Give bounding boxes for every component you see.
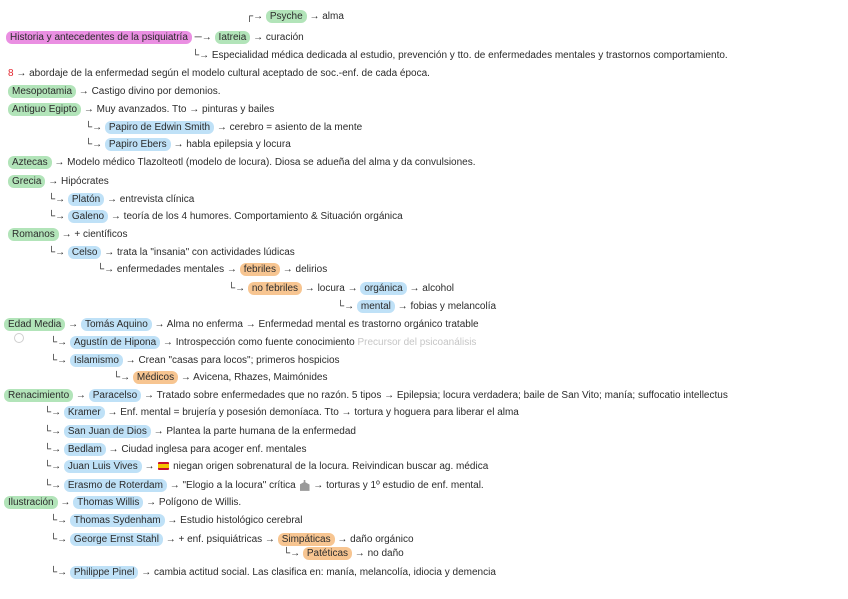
- note-line: [44, 425, 356, 439]
- note-text: └→: [50, 534, 70, 545]
- note-text: ─→: [191, 32, 215, 43]
- note-text: →: [57, 497, 74, 508]
- note-text: → Ciudad inglesa para acoger enf. mentales: [105, 444, 307, 455]
- note-text: → curación: [250, 32, 304, 43]
- note-line: [44, 406, 519, 420]
- note-line: [50, 533, 414, 547]
- note-line: [44, 479, 484, 493]
- note-text: → no daño: [352, 548, 404, 559]
- note-text: 8: [8, 68, 14, 79]
- note-line: [97, 263, 327, 277]
- highlighted-term: Juan Luis Vives: [64, 460, 142, 473]
- note-text: → Avicena, Rhazes, Maimónides: [178, 372, 328, 383]
- note-text: Precursor del psicoanálisis: [357, 337, 477, 348]
- note-line: [50, 354, 340, 368]
- highlighted-term: Paracelso: [89, 389, 141, 402]
- highlighted-term: Agustín de Hipona: [70, 336, 160, 349]
- highlighted-term: Islamismo: [70, 354, 123, 367]
- note-text: └→: [50, 337, 70, 348]
- note-text: → + científicos: [58, 229, 128, 240]
- highlighted-term: Iatreia: [215, 31, 251, 44]
- note-text: └→: [50, 567, 70, 578]
- highlighted-term: George Ernst Stahl: [70, 533, 163, 546]
- note-text: → "Elogio a la locura" crítica: [166, 480, 299, 491]
- note-text: → Plantea la parte humana de la enfermedad: [150, 426, 356, 437]
- note-text: → daño orgánico: [334, 534, 414, 545]
- note-text: └→: [228, 283, 248, 294]
- note-text: └→: [50, 515, 70, 526]
- note-text: →: [65, 319, 81, 330]
- highlighted-term: Thomas Sydenham: [70, 514, 165, 527]
- note-text: → alma: [306, 11, 344, 22]
- note-text: └→: [44, 480, 64, 491]
- note-text: └→: [44, 426, 64, 437]
- note-text: → Crean "casas para locos"; primeros hospicios: [122, 355, 340, 366]
- highlighted-term: Médicos: [133, 371, 178, 384]
- note-line: [113, 371, 327, 385]
- highlighted-term: Grecia: [8, 175, 45, 188]
- highlighted-term: Renacimiento: [4, 389, 73, 402]
- note-line: [8, 67, 430, 81]
- note-text: → fobias y melancolía: [394, 301, 497, 312]
- highlighted-term: Mesopotamia: [8, 85, 76, 98]
- note-text: → torturas y 1º estudio de enf. mental.: [310, 480, 484, 491]
- highlighted-term: Erasmo de Roterdam: [64, 479, 167, 492]
- note-text: └→: [44, 444, 64, 455]
- note-text: →: [141, 461, 158, 472]
- note-line: [48, 246, 295, 260]
- note-line: [6, 31, 304, 45]
- note-line: [8, 175, 109, 189]
- note-text: →: [73, 390, 89, 401]
- margin-circle-mark: [14, 333, 24, 343]
- note-line: [4, 318, 479, 332]
- note-line: [44, 460, 488, 474]
- note-line: [8, 103, 274, 117]
- note-text: └→: [48, 247, 68, 258]
- note-text: → Introspección como fuente conocimiento: [160, 337, 358, 348]
- highlighted-term: Romanos: [8, 228, 59, 241]
- highlighted-term: Edad Media: [4, 318, 65, 331]
- note-text: → Polígono de Willis.: [143, 497, 242, 508]
- note-line: [4, 496, 241, 510]
- note-line: [48, 210, 403, 224]
- highlighted-term: Psyche: [266, 10, 307, 23]
- note-text: → delirios: [279, 264, 328, 275]
- note-line: [337, 300, 496, 314]
- note-text: → Estudio histológico cerebral: [164, 515, 303, 526]
- highlighted-term: Celso: [68, 246, 102, 259]
- note-text: → Hipócrates: [45, 176, 109, 187]
- church-icon: [300, 480, 310, 491]
- note-text: → abordaje de la enfermedad según el modelo cultural aceptado de soc.-enf. de cada época.: [13, 68, 430, 79]
- note-line: [50, 514, 302, 528]
- note-line: [228, 282, 454, 296]
- note-line: [8, 156, 476, 170]
- note-text: └→: [337, 301, 357, 312]
- note-text: → Enf. mental = brujería y posesión demoníaca. Tto → tortura y hoguera para liberar el alma: [104, 407, 519, 418]
- highlighted-term: Papiro Ebers: [105, 138, 171, 151]
- note-text: └→: [85, 139, 105, 150]
- note-text: → trata la "insania" con actividades lúdicas: [101, 247, 295, 258]
- note-text: └→ enfermedades mentales →: [97, 264, 240, 275]
- highlighted-term: Historia y antecedentes de la psiquiatría: [6, 31, 192, 44]
- note-text: → cambia actitud social. Las clasifica en: manía, melancolía, idiocia y demencia: [138, 567, 496, 578]
- note-line: [4, 389, 728, 403]
- note-text: → Muy avanzados. Tto → pinturas y bailes: [81, 104, 275, 115]
- highlighted-term: Philippe Pinel: [70, 566, 139, 579]
- highlighted-term: Kramer: [64, 406, 105, 419]
- highlighted-term: Papiro de Edwin Smith: [105, 121, 214, 134]
- note-line: [85, 121, 362, 135]
- highlighted-term: no febriles: [248, 282, 302, 295]
- note-text: → Modelo médico Tlazolteotl (modelo de locura). Diosa se adueña del alma y da convulsiones.: [51, 157, 476, 168]
- note-line: [8, 85, 221, 99]
- note-text: └→: [48, 211, 68, 222]
- highlighted-term: Tomás Aquino: [81, 318, 152, 331]
- highlighted-term: Ilustración: [4, 496, 58, 509]
- note-text: → Tratado sobre enfermedades que no razón. 5 tipos → Epilepsia; locura verdadera; baile de San Vito; manía; suffocatio intellectus: [141, 390, 728, 401]
- note-text: ┌→: [246, 11, 266, 22]
- highlighted-term: Thomas Willis: [73, 496, 143, 509]
- note-text: → teoría de los 4 humores. Comportamiento & Situación orgánica: [108, 211, 403, 222]
- highlighted-term: Bedlam: [64, 443, 106, 456]
- note-text: └→: [44, 407, 64, 418]
- note-text: └→ Especialidad médica dedicada al estudio, prevención y tto. de enfermedades mentales y trastornos comportamiento.: [192, 50, 728, 61]
- note-text: → + enf. psiquiátricas →: [162, 534, 278, 545]
- note-text: └→: [50, 355, 70, 366]
- note-line: [192, 49, 728, 63]
- highlighted-term: orgánica: [360, 282, 406, 295]
- highlighted-term: Aztecas: [8, 156, 52, 169]
- note-text: → alcohol: [406, 283, 454, 294]
- note-text: └→: [113, 372, 133, 383]
- spain-flag-icon: [158, 462, 169, 470]
- highlighted-term: Patéticas: [303, 547, 352, 560]
- note-text: └→: [48, 194, 68, 205]
- note-text: niegan origen sobrenatural de la locura. Reivindican buscar ag. médica: [170, 461, 489, 472]
- note-line: [85, 138, 291, 152]
- note-text: └→: [85, 122, 105, 133]
- note-text: └→: [44, 461, 64, 472]
- note-text: └→: [283, 548, 303, 559]
- note-line: [246, 10, 344, 24]
- highlighted-term: mental: [357, 300, 395, 313]
- note-line: [50, 566, 496, 580]
- note-line: [48, 193, 194, 207]
- note-text: → entrevista clínica: [104, 194, 195, 205]
- note-line: [50, 336, 476, 350]
- highlighted-term: Galeno: [68, 210, 108, 223]
- note-text: → Alma no enferma → Enfermedad mental es trastorno orgánico tratable: [151, 319, 479, 330]
- note-line: [44, 443, 306, 457]
- note-text: → habla epilepsia y locura: [170, 139, 291, 150]
- note-text: → cerebro = asiento de la mente: [214, 122, 363, 133]
- highlighted-term: Simpáticas: [278, 533, 335, 546]
- note-text: → Castigo divino por demonios.: [76, 86, 221, 97]
- highlighted-term: San Juan de Dios: [64, 425, 151, 438]
- note-text: → locura →: [302, 283, 361, 294]
- note-line: [8, 228, 127, 242]
- highlighted-term: Antiguo Egipto: [8, 103, 81, 116]
- highlighted-term: febriles: [240, 263, 280, 276]
- note-line: [283, 547, 404, 561]
- highlighted-term: Platón: [68, 193, 104, 206]
